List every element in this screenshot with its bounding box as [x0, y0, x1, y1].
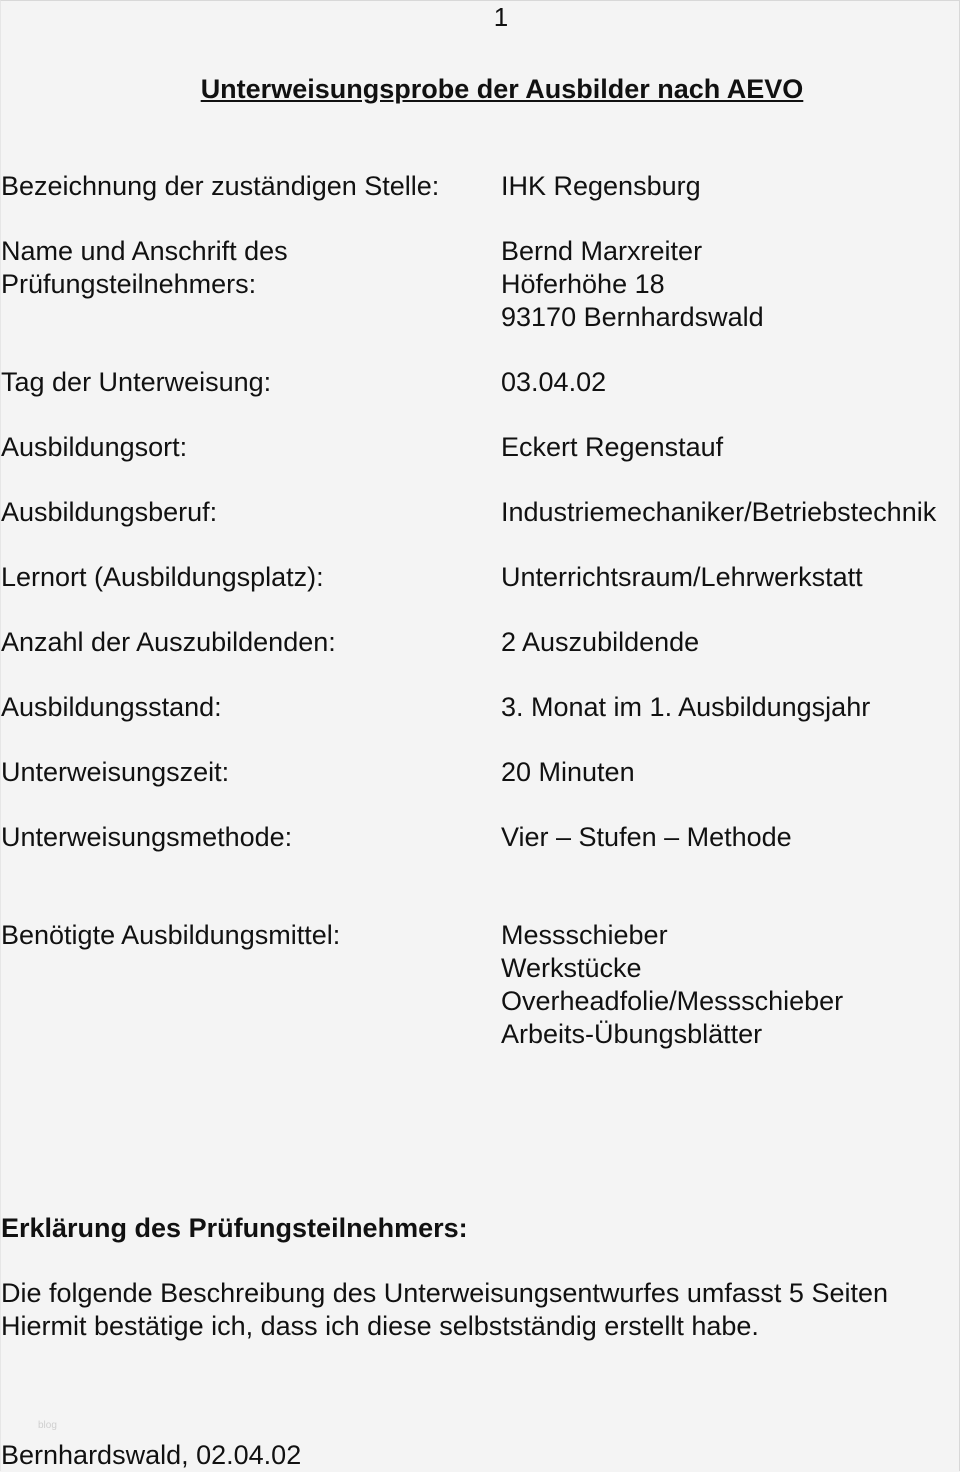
- field-value-anzahl: 2 Auszubildende: [501, 627, 700, 657]
- field-value-ausbildungsmittel: [501, 919, 843, 1051]
- watermark: blog: [38, 1420, 57, 1431]
- field-label-unterweisungszeit: Unterweisungszeit:: [1, 757, 230, 787]
- field-label-ausbildungsmittel: Benötigte Ausbildungsmittel:: [1, 920, 341, 950]
- value-line: Bernd Marxreiter: [501, 236, 703, 266]
- page-number: 1: [493, 2, 509, 32]
- value-line: Höferhöhe 18: [501, 269, 665, 299]
- field-label-lernort: Lernort (Ausbildungsplatz):: [1, 562, 324, 592]
- field-label-tag: Tag der Unterweisung:: [1, 367, 272, 397]
- field-value-ausbildungsstand: 3. Monat im 1. Ausbildungsjahr: [501, 692, 871, 722]
- field-label-ausbildungsberuf: Ausbildungsberuf:: [1, 497, 218, 527]
- field-value-name-anschrift: [501, 235, 764, 334]
- field-value-ausbildungsort: Eckert Regenstauf: [501, 432, 724, 462]
- field-value-unterweisungsmethode: Vier – Stufen – Methode: [501, 822, 792, 852]
- declaration-line: Hiermit bestätige ich, dass ich diese selbstständig erstellt habe.: [1, 1311, 759, 1341]
- value-line: 93170 Bernhardswald: [501, 302, 764, 332]
- field-value-ausbildungsberuf: Industriemechaniker/Betriebstechnik: [501, 497, 937, 527]
- declaration-line: Die folgende Beschreibung des Unterweisungsentwurfes umfasst 5 Seiten: [1, 1278, 889, 1308]
- field-label-ausbildungsort: Ausbildungsort:: [1, 432, 188, 462]
- field-value-stelle: IHK Regensburg: [501, 171, 701, 201]
- declaration-heading: Erklärung des Prüfungsteilnehmers:: [1, 1213, 468, 1243]
- document-title: Unterweisungsprobe der Ausbilder nach AEVO: [200, 74, 804, 104]
- field-value-unterweisungszeit: 20 Minuten: [501, 757, 635, 787]
- value-line: Werkstücke: [501, 953, 642, 983]
- value-line: Messschieber: [501, 920, 668, 950]
- field-label-anzahl: Anzahl der Auszubildenden:: [1, 627, 336, 657]
- field-label-name-anschrift: [1, 235, 288, 301]
- value-line: Overheadfolie/Messschieber: [501, 986, 844, 1016]
- label-line: Prüfungsteilnehmers:: [1, 269, 257, 299]
- value-line: Arbeits-Übungsblätter: [501, 1019, 763, 1049]
- declaration-text: [1, 1277, 888, 1343]
- field-value-tag: 03.04.02: [501, 367, 607, 397]
- label-line: Name und Anschrift des: [1, 236, 288, 266]
- field-label-stelle: Bezeichnung der zuständigen Stelle:: [1, 171, 440, 201]
- field-label-unterweisungsmethode: Unterweisungsmethode:: [1, 822, 293, 852]
- field-value-lernort: Unterrichtsraum/Lehrwerkstatt: [501, 562, 863, 592]
- field-label-ausbildungsstand: Ausbildungsstand:: [1, 692, 222, 722]
- place-date: Bernhardswald, 02.04.02: [1, 1440, 302, 1470]
